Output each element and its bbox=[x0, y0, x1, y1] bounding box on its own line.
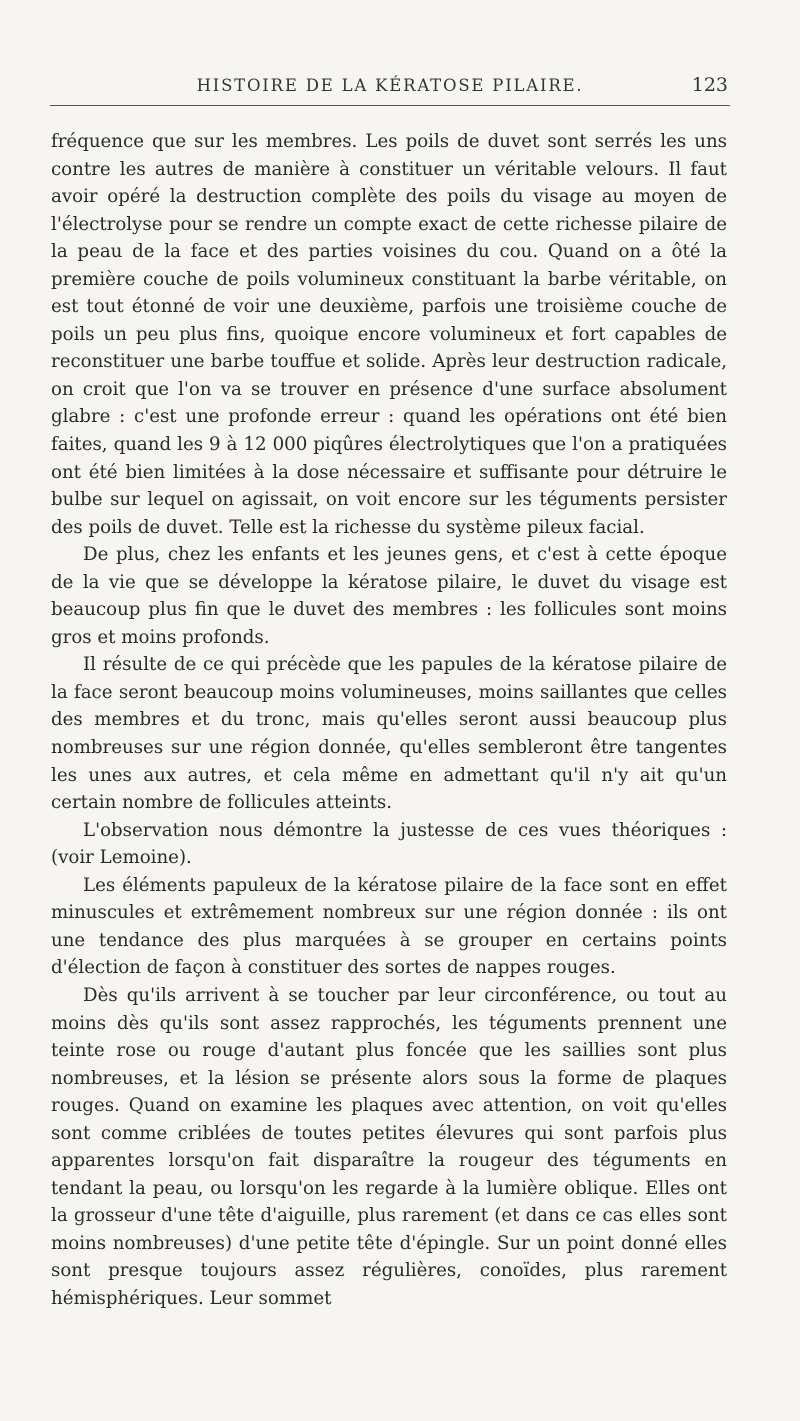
paragraph-5: Les éléments papuleux de la kératose pilaire de la face sont en effet minuscules et extrêmement nombreux sur une région donnée : ils ont une tendance des plus marquées à se grouper en certains points d'élection de façon à constituer des sortes de nappes rouges. bbox=[51, 874, 727, 979]
page-number: 123 bbox=[691, 74, 728, 96]
running-title: HISTOIRE DE LA KÉRATOSE PILAIRE. bbox=[196, 76, 584, 95]
paragraph-6: Dès qu'ils arrivent à se toucher par leur circonférence, ou tout au moins dès qu'ils sont assez rapprochés, les téguments prennent une teinte rose ou rouge d'autant plus foncée que les saillies sont plus nombreuses, et la lésion se présente alors sous la forme de plaques rouges. Quand on examine les plaques avec attention, on voit qu'elles sont comme criblées de toutes petites élevures qui sont parfois plus apparentes lorsqu'on fait disparaître la rougeur des téguments en tendant la peau, ou lorsqu'on les regarde à la lumière oblique. Elles ont la grosseur d'une tête d'aiguille, plus rarement (et dans ce cas elles sont moins nombreuses) d'une petite tête d'épingle. Sur un point donné elles sont presque toujours assez régulières, conoïdes, plus rarement hémisphériques. Leur sommet bbox=[51, 984, 727, 1309]
paragraph-4: L'observation nous démontre la justesse de ces vues théoriques : (voir Lemoine). bbox=[51, 819, 727, 869]
paragraph-2: De plus, chez les enfants et les jeunes gens, et c'est à cette époque de la vie que se développe la kératose pilaire, le duvet du visage est beaucoup plus fin que le duvet des membres : les follicules sont moins gros et moins profonds. bbox=[51, 544, 727, 648]
paragraph-1: fréquence que sur les membres. Les poils de duvet sont serrés les uns contre les autres de manière à constituer un véritable velours. Il faut avoir opéré la destruction complète des poils du visage au moyen de l'électrolyse pour se rendre un compte exact de cette richesse pilaire de la peau de la face et des parties voisines du cou. Quand on a ôté la première couche de poils volumineux constituant la barbe véritable, on est tout étonné de voir une deuxième, parfois une troisième couche de poils un peu plus fins, quoique encore volumineux et fort capables de reconstituer une barbe touffue et solide. Après leur destruction radicale, on croit que l'on va se trouver en présence d'une surface absolument glabre : c'est une profonde erreur : quand les opérations ont été bien faites, quand les 9 à 12 000 piqûres électrolytiques que l'on a pratiquées ont été bien limitées à la dose nécessaire et suffisante pour détruire le bulbe sur lequel on agissait, on voit encore sur les téguments persister des poils de duvet. Telle est la richesse du système pileux facial. bbox=[51, 131, 727, 538]
paragraph-3: Il résulte de ce qui précède que les papules de la kératose pilaire de la face seront beaucoup moins volumineuses, moins saillantes que celles des membres et du tronc, mais qu'elles seront aussi beaucoup plus nombreuses sur une région donnée, qu'elles sembleront être tangentes les unes aux autres, et cela même en admettant qu'il n'y ait qu'un certain nombre de follicules atteints. bbox=[51, 654, 727, 814]
header-rule bbox=[50, 105, 730, 106]
body-text bbox=[51, 128, 727, 1313]
page-header bbox=[50, 70, 730, 102]
